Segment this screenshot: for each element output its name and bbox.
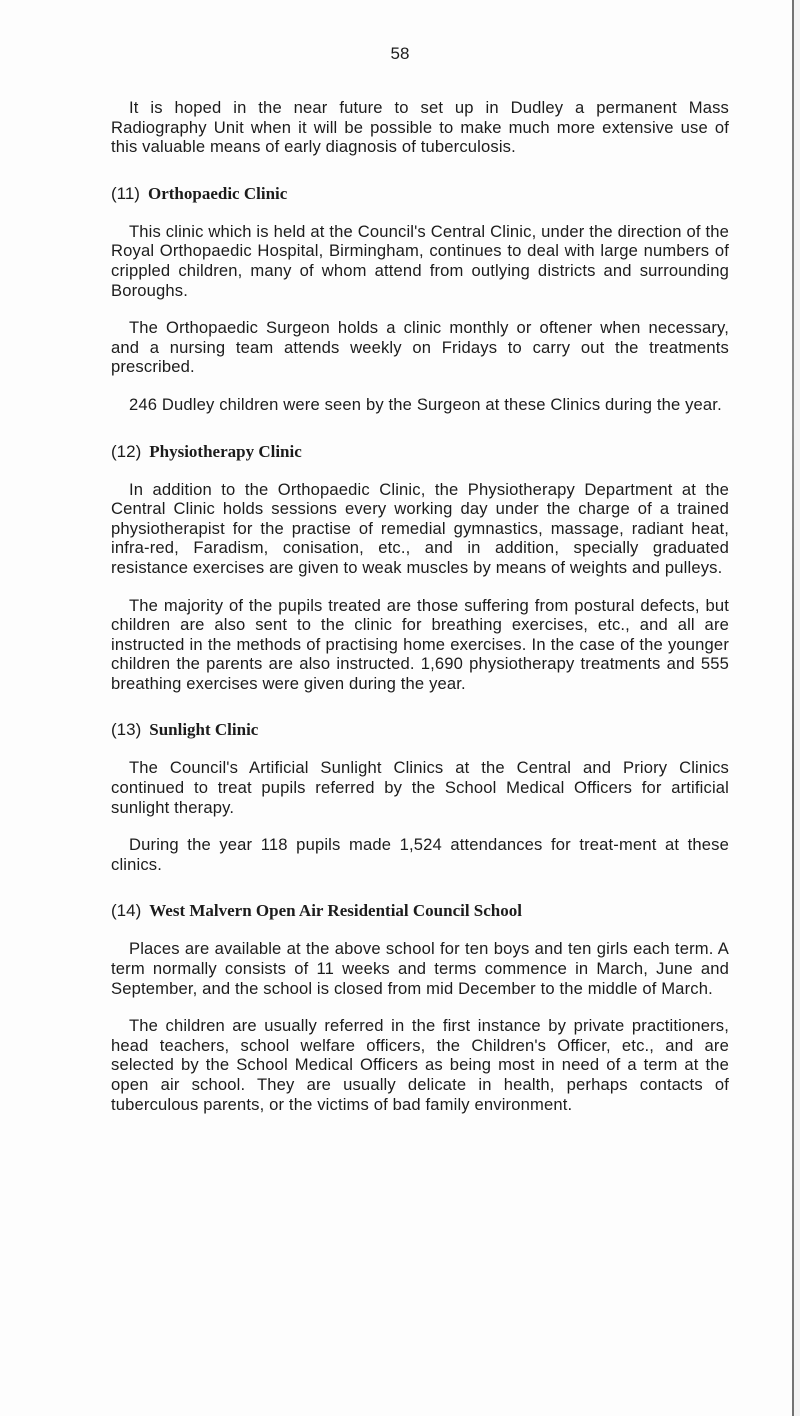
paragraph: Places are available at the above school for ten boys and ten girls each term. A term normally consists of 11 weeks and terms commence in March, June and September, and the school is closed from mid December to the middle of March.	[111, 939, 729, 998]
section-number: (11)	[111, 183, 140, 203]
section-number: (13)	[111, 720, 142, 740]
page-edge-line	[792, 0, 794, 1416]
paragraph: The Council's Artificial Sunlight Clinics at the Central and Priory Clinics continued to treat pupils referred by the School Medical Officers for artificial sunlight therapy.	[111, 758, 729, 817]
section-title: Sunlight Clinic	[149, 720, 259, 740]
page-content	[111, 98, 729, 1114]
page-number: 58	[390, 44, 410, 63]
section-title: Orthopaedic Clinic	[147, 183, 288, 203]
paragraph: 246 Dudley children were seen by the Surgeon at these Clinics during the year.	[129, 394, 722, 414]
page-edge-shadow	[794, 0, 800, 1416]
section-title: West Malvern Open Air Residential Council School	[149, 901, 522, 921]
section-heading-sunlight	[111, 720, 729, 740]
section-title: Physiotherapy Clinic	[149, 441, 302, 461]
paragraph: The majority of the pupils treated are those suffering from postural defects, but children are also sent to the clinic for breathing exercises, etc., and all are instructed in the methods of practising home exercises. In the case of the younger children the parents are also instructed. 1,690 physiotherapy treatments and 555 breathing exercises were given during the year.	[111, 595, 729, 693]
section-heading-west-malvern	[111, 901, 729, 921]
paragraph: During the year 118 pupils made 1,524 attendances for treat-ment at these clinics.	[111, 835, 729, 874]
intro-paragraph: It is hoped in the near future to set up in Dudley a permanent Mass Radiography Unit when it will be possible to make much more extensive use of this valuable means of early diagnosis of tuberculosis.	[111, 98, 729, 157]
section-number: (12)	[111, 441, 142, 461]
section-heading-orthopaedic	[111, 184, 729, 204]
section-heading-physiotherapy	[111, 442, 729, 462]
section-number: (14)	[111, 901, 142, 921]
paragraph: In addition to the Orthopaedic Clinic, the Physiotherapy Department at the Central Clinic holds sessions every working day under the charge of a trained physiotherapist for the practise of remedial gymnastics, massage, radiant heat, infra-red, Faradism, conisation, etc., and in addition, specially graduated resistance exercises are given to weak muscles by means of weights and pulleys.	[111, 479, 729, 577]
paragraph: The children are usually referred in the first instance by private practitioners, head teachers, school welfare officers, the Children's Officer, etc., and are selected by the School Medical Officers as being most in need of a term at the open air school. They are usually delicate in health, perhaps contacts of tuberculous parents, or the victims of bad family environment.	[111, 1016, 729, 1114]
paragraph: The Orthopaedic Surgeon holds a clinic monthly or oftener when necessary, and a nursing team attends weekly on Fridays to carry out the treatments prescribed.	[111, 318, 729, 377]
paragraph: This clinic which is held at the Council's Central Clinic, under the direction of the Royal Orthopaedic Hospital, Birmingham, continues to deal with large numbers of crippled children, many of whom attend from outlying districts and surrounding Boroughs.	[111, 221, 729, 300]
